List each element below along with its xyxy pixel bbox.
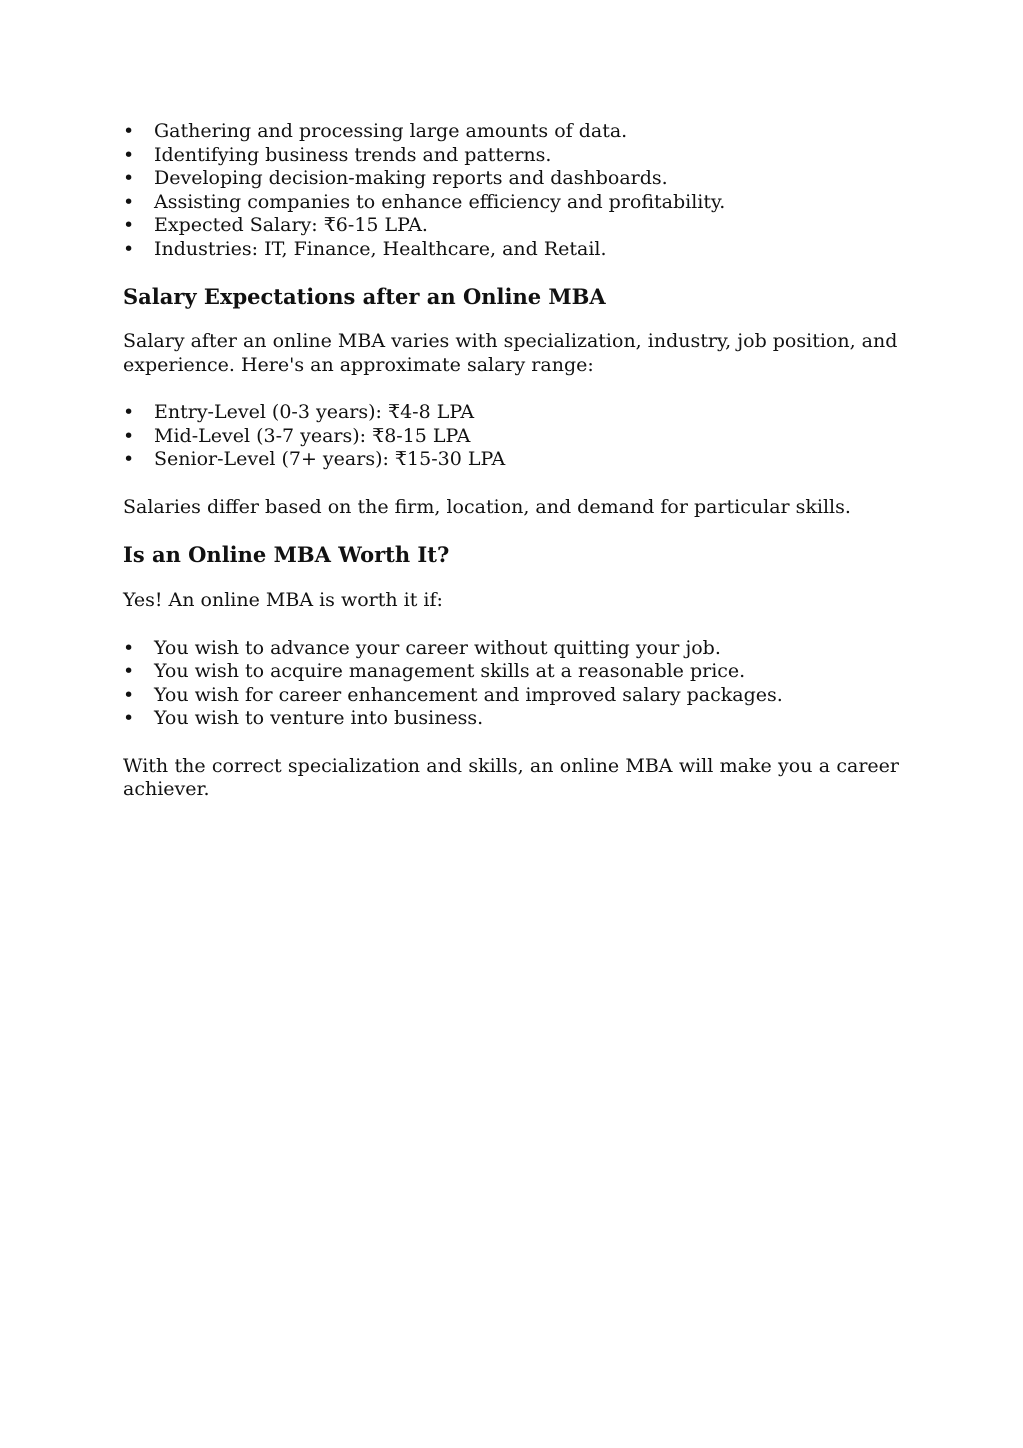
list-item-text: You wish to venture into business. <box>154 707 484 729</box>
list-item-text: Mid-Level (3-7 years): ₹8-15 LPA <box>154 424 471 447</box>
worth-heading: Is an Online MBA Worth It? <box>123 542 450 567</box>
worth-intro: Yes! An online MBA is worth it if: <box>123 589 443 611</box>
bullet-icon: • <box>123 636 135 659</box>
worth-reasons-list <box>123 637 899 731</box>
responsibilities-list <box>123 120 899 261</box>
bullet-icon: • <box>123 683 135 706</box>
list-item <box>123 167 899 191</box>
bullet-icon: • <box>123 660 135 682</box>
list-item <box>123 214 899 238</box>
list-item <box>123 144 899 168</box>
list-item-text: Assisting companies to enhance efficiency and profitability. <box>154 190 726 213</box>
bullet-icon: • <box>123 143 135 166</box>
list-item-text: You wish for career enhancement and improved salary packages. <box>154 683 783 706</box>
list-item <box>123 120 899 144</box>
list-item <box>123 448 899 472</box>
list-item-text: Developing decision-making reports and dashboards. <box>154 167 668 189</box>
conclusion-paragraph: With the correct specialization and skills, an online MBA will make you a career achiever. <box>123 754 899 800</box>
list-item <box>123 707 899 731</box>
bullet-icon: • <box>123 448 135 470</box>
list-item-text: Expected Salary: ₹6-15 LPA. <box>154 214 428 236</box>
salary-note: Salaries differ based on the firm, location, and demand for particular skills. <box>123 495 851 518</box>
bullet-icon: • <box>123 120 135 142</box>
list-item-text: Entry-Level (0-3 years): ₹4-8 LPA <box>154 401 475 423</box>
list-item-text: Senior-Level (7+ years): ₹15-30 LPA <box>154 448 506 470</box>
list-item <box>123 238 899 262</box>
list-item-text: You wish to acquire management skills at a reasonable price. <box>154 660 746 682</box>
salary-range-list <box>123 401 899 472</box>
list-item <box>123 401 899 425</box>
bullet-icon: • <box>123 167 135 189</box>
bullet-icon: • <box>123 707 135 729</box>
list-item-text: You wish to advance your career without quitting your job. <box>154 636 721 659</box>
list-item <box>123 425 899 449</box>
list-item-text: Gathering and processing large amounts of data. <box>154 120 628 142</box>
bullet-icon: • <box>123 424 135 447</box>
bullet-icon: • <box>123 190 135 213</box>
list-item <box>123 684 899 708</box>
list-item <box>123 191 899 215</box>
bullet-icon: • <box>123 214 135 236</box>
list-item-text: Identifying business trends and patterns. <box>154 143 552 166</box>
salary-intro: Salary after an online MBA varies with specialization, industry, job position, and experience. Here's an approximate salary range: <box>123 330 898 376</box>
salary-heading: Salary Expectations after an Online MBA <box>123 284 606 309</box>
list-item <box>123 660 899 684</box>
bullet-icon: • <box>123 237 135 260</box>
list-item <box>123 637 899 661</box>
page-content <box>123 120 899 802</box>
list-item-text: Industries: IT, Finance, Healthcare, and Retail. <box>154 237 607 260</box>
bullet-icon: • <box>123 401 135 423</box>
